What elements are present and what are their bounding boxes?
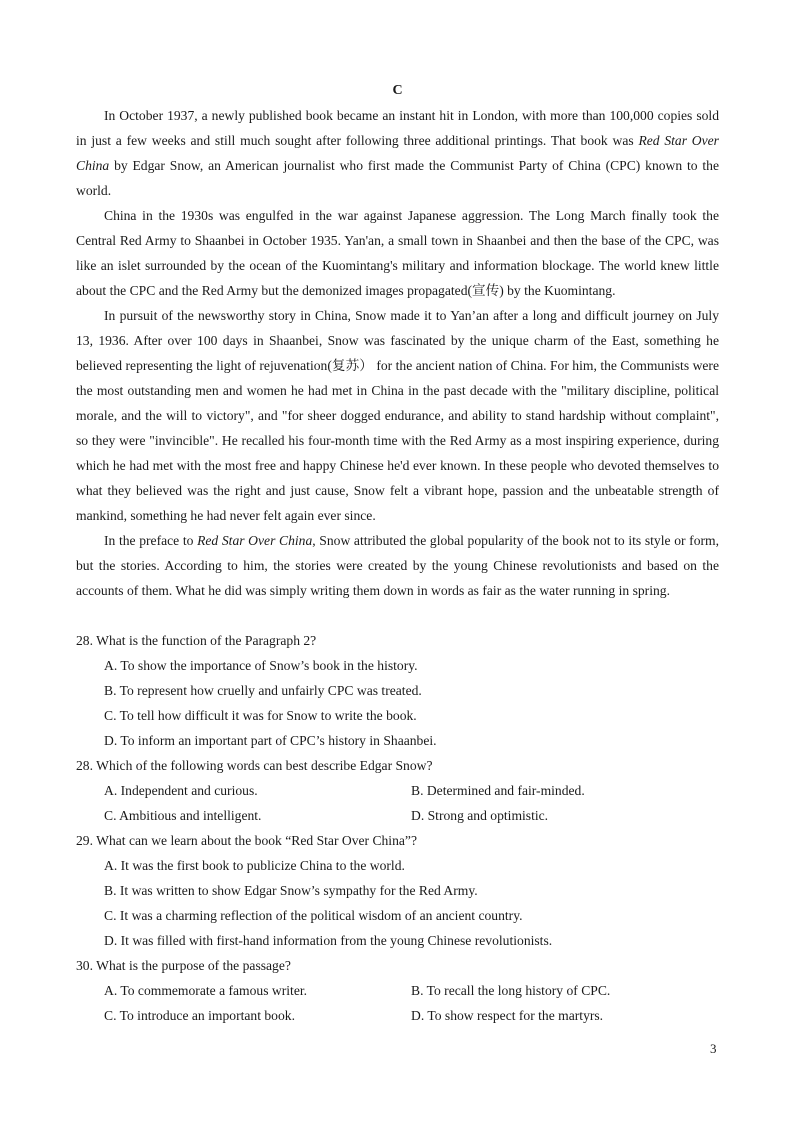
question-stem: 30. What is the purpose of the passage? <box>76 958 291 973</box>
option-c: C. It was a charming reflection of the political wisdom of an ancient country. <box>104 908 523 923</box>
paragraph-3: In pursuit of the newsworthy story in China, Snow made it to Yan’an after a long and difficult journey on July 13, 1936. After over 100 days in Shaanbei, Snow was fascinated by the unique charm of the East, something he believed representing the light of rejuvenation(复苏） for the ancient nation of China. For him, the Communists were the most outstanding men and women he had met in China in the past decade with the "military discipline, political morale, and the will to victory", and "for sheer dogged endurance, and ability to stand hardship without complaint", so they were "invincible". He recalled his four-month time with the Red Army as a most inspiring experience, during which he had met with the most free and happy Chinese he'd ever known. In these people who devoted themselves to what they believed was the right and just cause, Snow felt a vibrant hope, passion and the unbeatable strength of mankind, something he had never felt again ever since. <box>76 308 719 523</box>
option-c: C. To tell how difficult it was for Snow to write the book. <box>104 708 417 723</box>
text: by Edgar Snow, an American journalist who first made the Communist Party of China (CPC) known to the world. <box>76 158 719 198</box>
text: In the preface to <box>104 533 198 548</box>
book-title: Red Star Over China <box>197 533 313 548</box>
document-page <box>76 78 719 1028</box>
paragraph-2: China in the 1930s was engulfed in the war against Japanese aggression. The Long March finally took the Central Red Army to Shaanbei in October 1935. Yan'an, a small town in Shaanbei and then the base of the CPC, was like an islet surrounded by the ocean of the Kuomintang's military and information blockage. The world knew little about the CPC and the Red Army but the demonized images propagated(宣传) by the Kuomintang. <box>76 208 719 298</box>
option-a: A. Independent and curious. <box>104 783 258 798</box>
question-stem: 28. Which of the following words can best describe Edgar Snow? <box>76 758 433 773</box>
text: In October 1937, a newly published book became an instant hit in London, with more than 100,000 copies sold in just a few weeks and still much sought after following three additional printings. That book was <box>76 108 719 148</box>
option-a: A. It was the first book to publicize China to the world. <box>104 858 405 873</box>
text: , Snow attributed the global popularity of the book not to its style or form, but the stories. According to him, the stories were created by the young Chinese revolutionists and based on the accounts of them. What he did was simply writing them down in words as fair as the water running in spring. <box>76 533 719 598</box>
option-d: D. It was filled with first-hand information from the young Chinese revolutionists. <box>104 933 553 948</box>
option-d: D. To show respect for the martyrs. <box>411 1008 604 1023</box>
option-c: C. Ambitious and intelligent. <box>104 808 262 823</box>
page-number: 3 <box>710 1041 717 1056</box>
question-28a <box>76 628 719 753</box>
paragraph-1 <box>76 103 719 203</box>
option-b: B. It was written to show Edgar Snow’s sympathy for the Red Army. <box>104 883 478 898</box>
option-d: D. Strong and optimistic. <box>411 808 549 823</box>
section-title: C <box>392 83 403 98</box>
question-stem: 29. What can we learn about the book “Red Star Over China”? <box>76 833 417 848</box>
question-29 <box>76 828 719 953</box>
option-a: A. To commemorate a famous writer. <box>104 983 308 998</box>
option-b: B. To recall the long history of CPC. <box>411 983 611 998</box>
option-b: B. To represent how cruelly and unfairly CPC was treated. <box>104 683 422 698</box>
book-title: Red Star Over China <box>76 133 719 173</box>
option-b: B. Determined and fair-minded. <box>411 783 585 798</box>
option-d: D. To inform an important part of CPC’s history in Shaanbei. <box>104 733 437 748</box>
question-28b <box>76 753 719 828</box>
option-a: A. To show the importance of Snow’s book in the history. <box>104 658 418 673</box>
question-30 <box>76 953 719 1028</box>
option-c: C. To introduce an important book. <box>104 1008 295 1023</box>
question-stem: 28. What is the function of the Paragraph 2? <box>76 633 317 648</box>
paragraph-4 <box>76 528 719 603</box>
